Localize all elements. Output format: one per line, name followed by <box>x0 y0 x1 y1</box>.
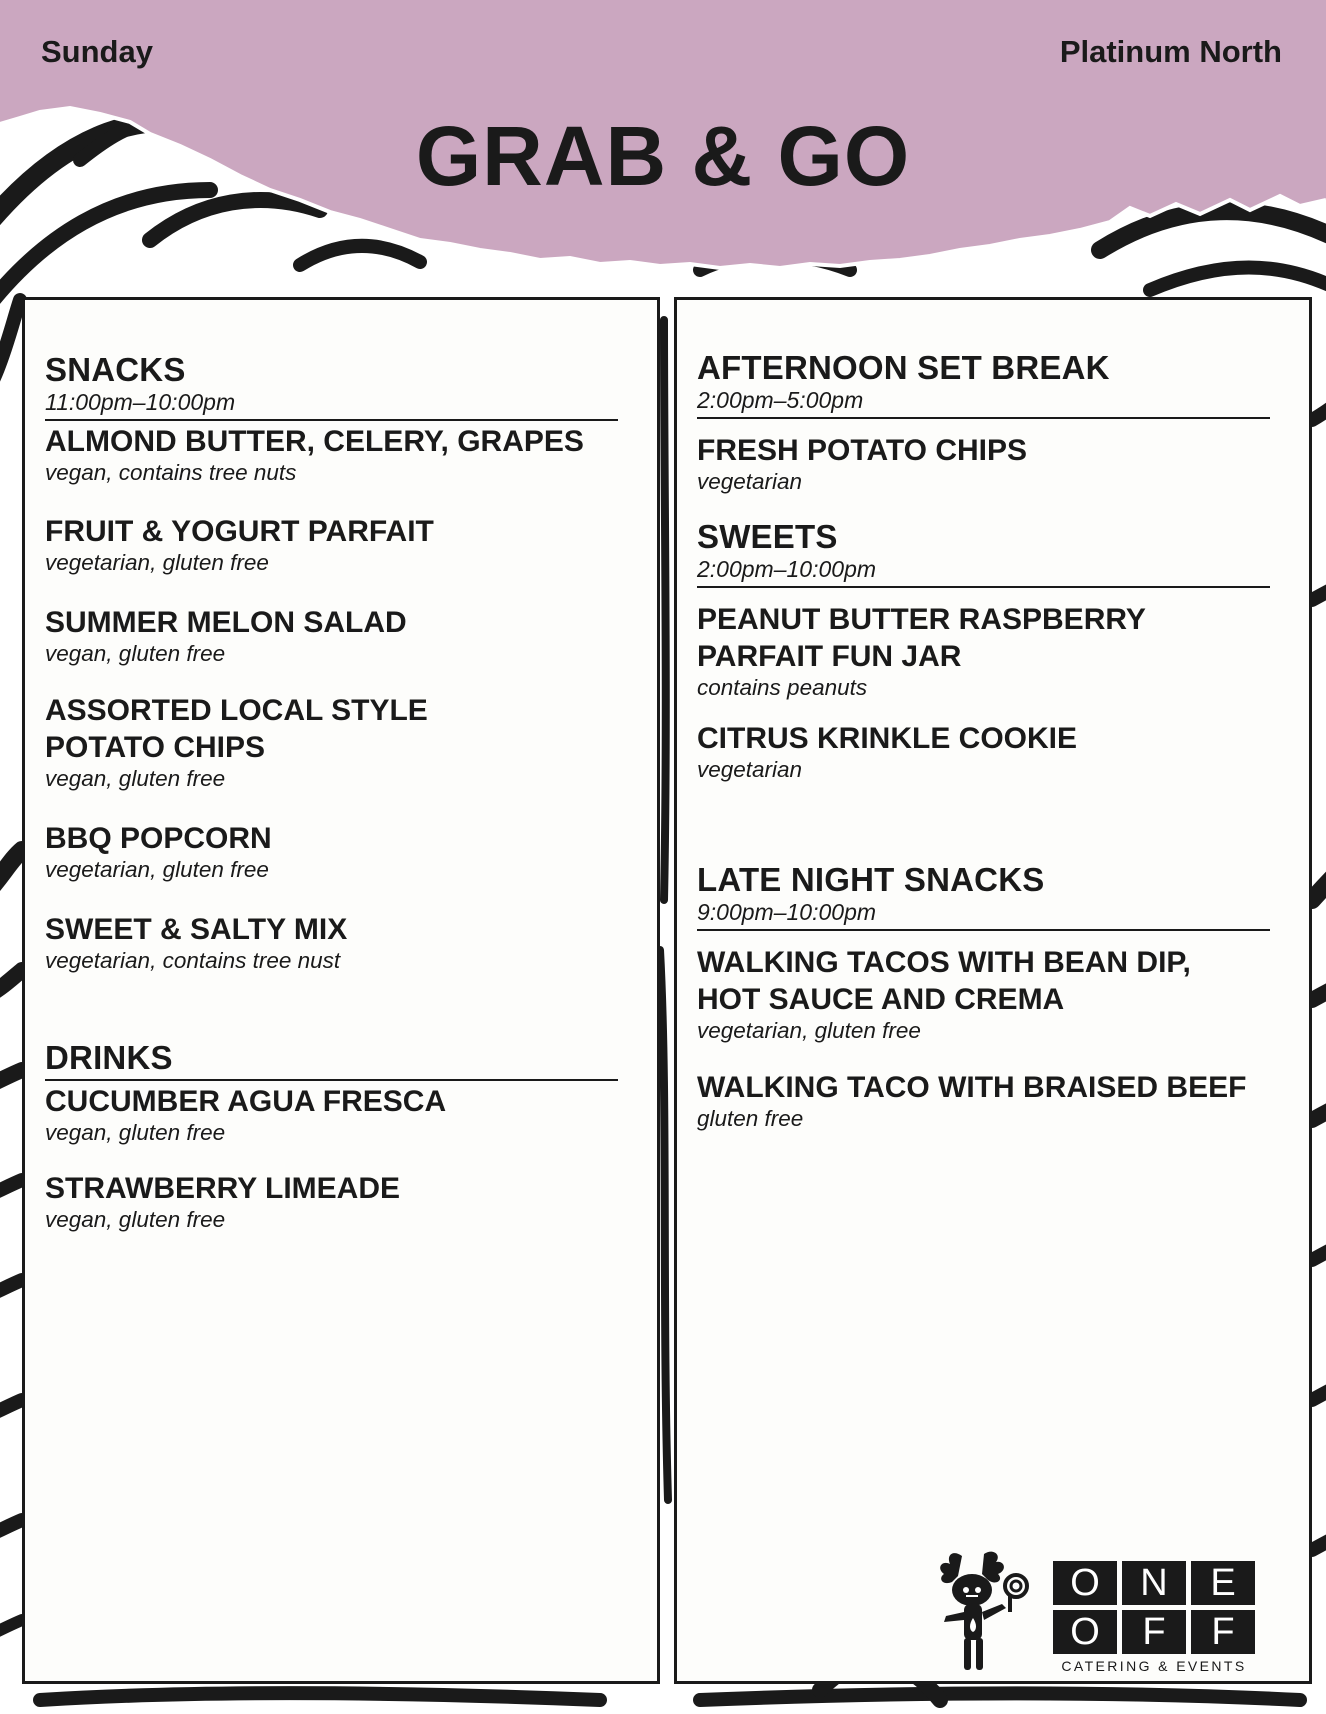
item-name: SUMMER MELON SALAD <box>45 606 407 639</box>
menu-item <box>45 604 618 667</box>
afternoon-section <box>697 350 1270 495</box>
menu-item <box>697 1069 1270 1132</box>
sweets-section <box>697 519 1270 783</box>
location-label: Platinum North <box>1059 34 1282 69</box>
section-divider <box>697 417 1270 419</box>
header-band <box>0 0 1326 290</box>
menu-item <box>45 1083 618 1146</box>
logo-letter: N <box>1122 1561 1186 1605</box>
item-name: WALKING TACO WITH BRAISED BEEF <box>697 1071 1247 1104</box>
section-time: 2:00pm–5:00pm <box>697 387 864 413</box>
section-title: AFTERNOON SET BREAK <box>697 349 1110 386</box>
snacks-section <box>45 352 618 974</box>
item-name: POTATO CHIPS <box>45 731 266 764</box>
item-note: vegetarian, gluten free <box>697 1018 921 1043</box>
menu-item <box>45 820 618 883</box>
item-note: vegetarian, gluten free <box>45 857 269 882</box>
mascot-character-icon <box>932 1546 1037 1676</box>
menu-item <box>45 1170 618 1233</box>
section-time: 11:00pm–10:00pm <box>45 389 236 415</box>
right-menu-panel <box>674 297 1312 1684</box>
item-note: vegan, gluten free <box>45 766 226 791</box>
item-name: ALMOND BUTTER, CELERY, GRAPES <box>45 425 584 458</box>
menu-item <box>697 432 1270 495</box>
item-name: BBQ POPCORN <box>45 822 272 855</box>
item-name: WALKING TACOS WITH BEAN DIP, <box>697 946 1191 979</box>
logo-letter-grid <box>1053 1561 1255 1656</box>
item-name: ASSORTED LOCAL STYLE <box>45 694 428 727</box>
section-title: LATE NIGHT SNACKS <box>697 861 1045 898</box>
logo-letter: F <box>1122 1610 1186 1654</box>
item-note: vegetarian, gluten free <box>45 550 269 575</box>
one-off-logo <box>932 1546 1262 1676</box>
late-night-section <box>697 862 1270 1132</box>
item-note: contains peanuts <box>697 675 868 700</box>
logo-letter: E <box>1191 1561 1255 1605</box>
section-title: DRINKS <box>45 1039 173 1076</box>
section-divider <box>45 1079 618 1081</box>
section-title: SWEETS <box>697 518 838 555</box>
item-name: CITRUS KRINKLE COOKIE <box>697 722 1078 755</box>
item-note: vegetarian <box>697 469 803 494</box>
item-note: gluten free <box>697 1106 804 1131</box>
item-name: CUCUMBER AGUA FRESCA <box>45 1085 447 1118</box>
drinks-section <box>45 1040 618 1233</box>
item-name: STRAWBERRY LIMEADE <box>45 1172 401 1205</box>
item-note: vegan, gluten free <box>45 1207 226 1232</box>
logo-subtitle: CATERING & EVENTS <box>1061 1658 1247 1674</box>
section-time: 9:00pm–10:00pm <box>697 899 877 925</box>
menu-item <box>697 601 1270 701</box>
menu-item <box>697 720 1270 783</box>
menu-item <box>697 944 1270 1044</box>
menu-item <box>45 513 618 576</box>
item-name: FRESH POTATO CHIPS <box>697 434 1028 467</box>
logo-letter: O <box>1053 1610 1117 1654</box>
logo-letter: F <box>1191 1610 1255 1654</box>
item-note: vegetarian <box>697 757 803 782</box>
menu-item <box>45 911 618 974</box>
item-name: SWEET & SALTY MIX <box>45 913 348 946</box>
item-note: vegan, contains tree nuts <box>45 460 297 485</box>
section-time: 2:00pm–10:00pm <box>697 556 877 582</box>
menu-title: GRAB & GO <box>415 109 911 203</box>
left-menu-panel <box>22 297 660 1684</box>
menu-item <box>45 423 618 486</box>
item-name: FRUIT & YOGURT PARFAIT <box>45 515 434 548</box>
item-name: PARFAIT FUN JAR <box>697 640 962 673</box>
item-name: HOT SAUCE AND CREMA <box>697 983 1065 1016</box>
section-divider <box>697 586 1270 588</box>
menu-item <box>45 692 618 792</box>
item-note: vegan, gluten free <box>45 641 226 666</box>
item-name: PEANUT BUTTER RASPBERRY <box>697 603 1146 636</box>
logo-letter: O <box>1053 1561 1117 1605</box>
item-note: vegan, gluten free <box>45 1120 226 1145</box>
section-divider <box>697 929 1270 931</box>
day-label: Sunday <box>41 34 153 69</box>
section-divider <box>45 419 618 421</box>
item-note: vegetarian, contains tree nust <box>45 948 341 973</box>
section-title: SNACKS <box>45 351 186 388</box>
